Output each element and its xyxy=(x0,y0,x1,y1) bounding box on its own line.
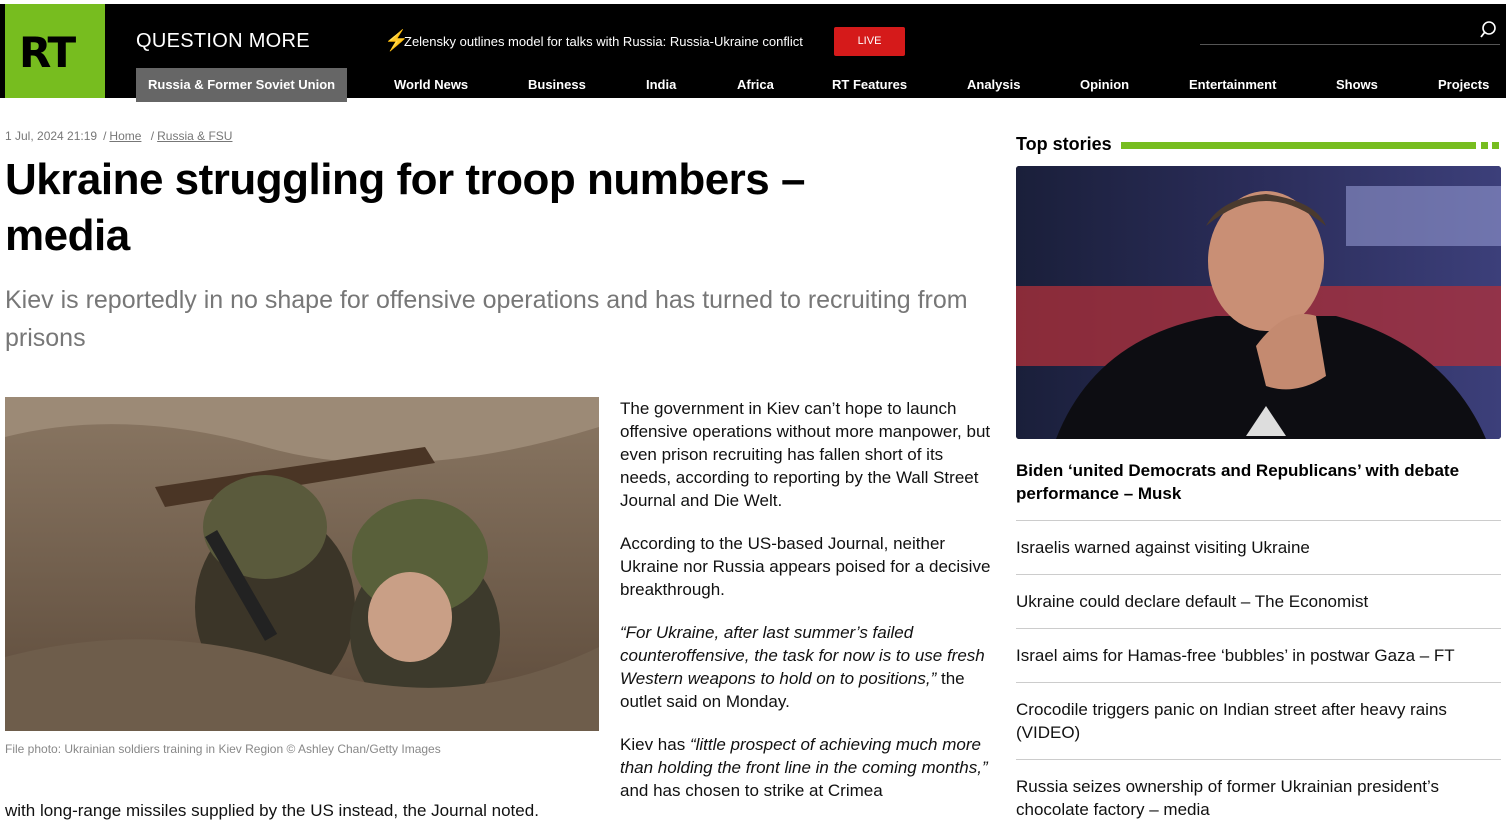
rt-logo[interactable] xyxy=(5,4,105,98)
nav-opinion[interactable]: Opinion xyxy=(1080,77,1130,92)
paragraph xyxy=(620,621,995,713)
breadcrumb-section[interactable]: Russia & FSU xyxy=(157,129,233,143)
nav-entertainment[interactable]: Entertainment xyxy=(1189,77,1277,92)
divider xyxy=(1016,682,1501,683)
main-nav xyxy=(0,68,1506,102)
article-body xyxy=(620,397,995,822)
nav-russia-fsu[interactable]: Russia & Former Soviet Union xyxy=(136,68,347,102)
quote: “For Ukraine, after last summer’s failed counteroffensive, the task for now is to use fresh Western weapons to hold on to positions,” xyxy=(620,623,985,688)
nav-africa[interactable]: Africa xyxy=(737,77,774,92)
divider xyxy=(1016,628,1501,629)
story-link[interactable]: Israel aims for Hamas-free ‘bubbles’ in postwar Gaza – FT xyxy=(1016,646,1455,665)
breadcrumb-home[interactable]: Home xyxy=(109,129,142,143)
top-stories-title: Top stories xyxy=(1016,134,1112,154)
logo-text: RT xyxy=(19,28,75,77)
story-link[interactable]: Ukraine could declare default – The Economist xyxy=(1016,592,1369,611)
top-story-image[interactable] xyxy=(1016,166,1501,439)
section-divider xyxy=(1492,142,1499,149)
live-button[interactable]: LIVE xyxy=(834,27,905,56)
nav-world-news[interactable]: World News xyxy=(394,77,469,92)
site-tagline: QUESTION MORE xyxy=(136,30,310,52)
story-link[interactable]: Israelis warned against visiting Ukraine xyxy=(1016,538,1310,557)
paragraph-continued: with long-range missiles supplied by the US instead, the Journal noted. xyxy=(5,801,539,820)
breaking-news-link[interactable]: Zelensky outlines model for talks with Russia: Russia-Ukraine conflict xyxy=(404,34,803,49)
nav-shows[interactable]: Shows xyxy=(1336,77,1378,92)
search-input[interactable] xyxy=(1200,44,1500,45)
site-header xyxy=(0,4,1506,98)
nav-india[interactable]: India xyxy=(646,77,677,92)
paragraph-text: the outlet said on Monday. xyxy=(620,669,965,711)
divider xyxy=(1016,520,1501,521)
paragraph-text: and has chosen to strike at Crimea xyxy=(620,781,883,800)
top-story-headline[interactable]: Biden ‘united Democrats and Republicans’ with debate performance – Musk xyxy=(1016,461,1460,503)
search-icon[interactable] xyxy=(1480,20,1500,40)
paragraph: According to the US-based Journal, neither Ukraine nor Russia appears poised for a decisive breakthrough. xyxy=(620,534,991,599)
quote: “little prospect of achieving much more than holding the front line in the coming months,” xyxy=(620,735,988,777)
paragraph-text: Kiev has xyxy=(620,735,690,754)
nav-projects[interactable]: Projects xyxy=(1438,77,1490,92)
story-link[interactable]: Crocodile triggers panic on Indian street after heavy rains (VIDEO) xyxy=(1016,700,1447,742)
article-summary: Kiev is reportedly in no shape for offensive operations and has turned to recruiting from prisons xyxy=(5,286,968,352)
article-date: 1 Jul, 2024 21:19 xyxy=(5,129,98,143)
nav-business[interactable]: Business xyxy=(528,77,586,92)
article-photo xyxy=(5,397,599,731)
section-divider xyxy=(1481,142,1488,149)
nav-rt-features[interactable]: RT Features xyxy=(832,77,908,92)
divider xyxy=(1016,574,1501,575)
section-divider xyxy=(1121,142,1476,149)
story-link[interactable]: Russia seizes ownership of former Ukrainian president’s chocolate factory – media xyxy=(1016,777,1439,819)
lightning-icon: ⚡ xyxy=(384,30,409,52)
paragraph xyxy=(620,733,995,802)
photo-caption: File photo: Ukrainian soldiers training in Kiev Region © Ashley Chan/Getty Images xyxy=(5,742,441,756)
article-title: Ukraine struggling for troop numbers – media xyxy=(5,155,805,260)
paragraph: The government in Kiev can’t hope to launch offensive operations without more manpower, but even prison recruiting has fallen short of its needs, according to reporting by the Wall Street Journal and Die Welt. xyxy=(620,399,991,510)
divider xyxy=(1016,759,1501,760)
article-meta: 1 Jul, 2024 21:19 / Home / Russia & FSU xyxy=(5,129,233,143)
nav-analysis[interactable]: Analysis xyxy=(967,77,1021,92)
